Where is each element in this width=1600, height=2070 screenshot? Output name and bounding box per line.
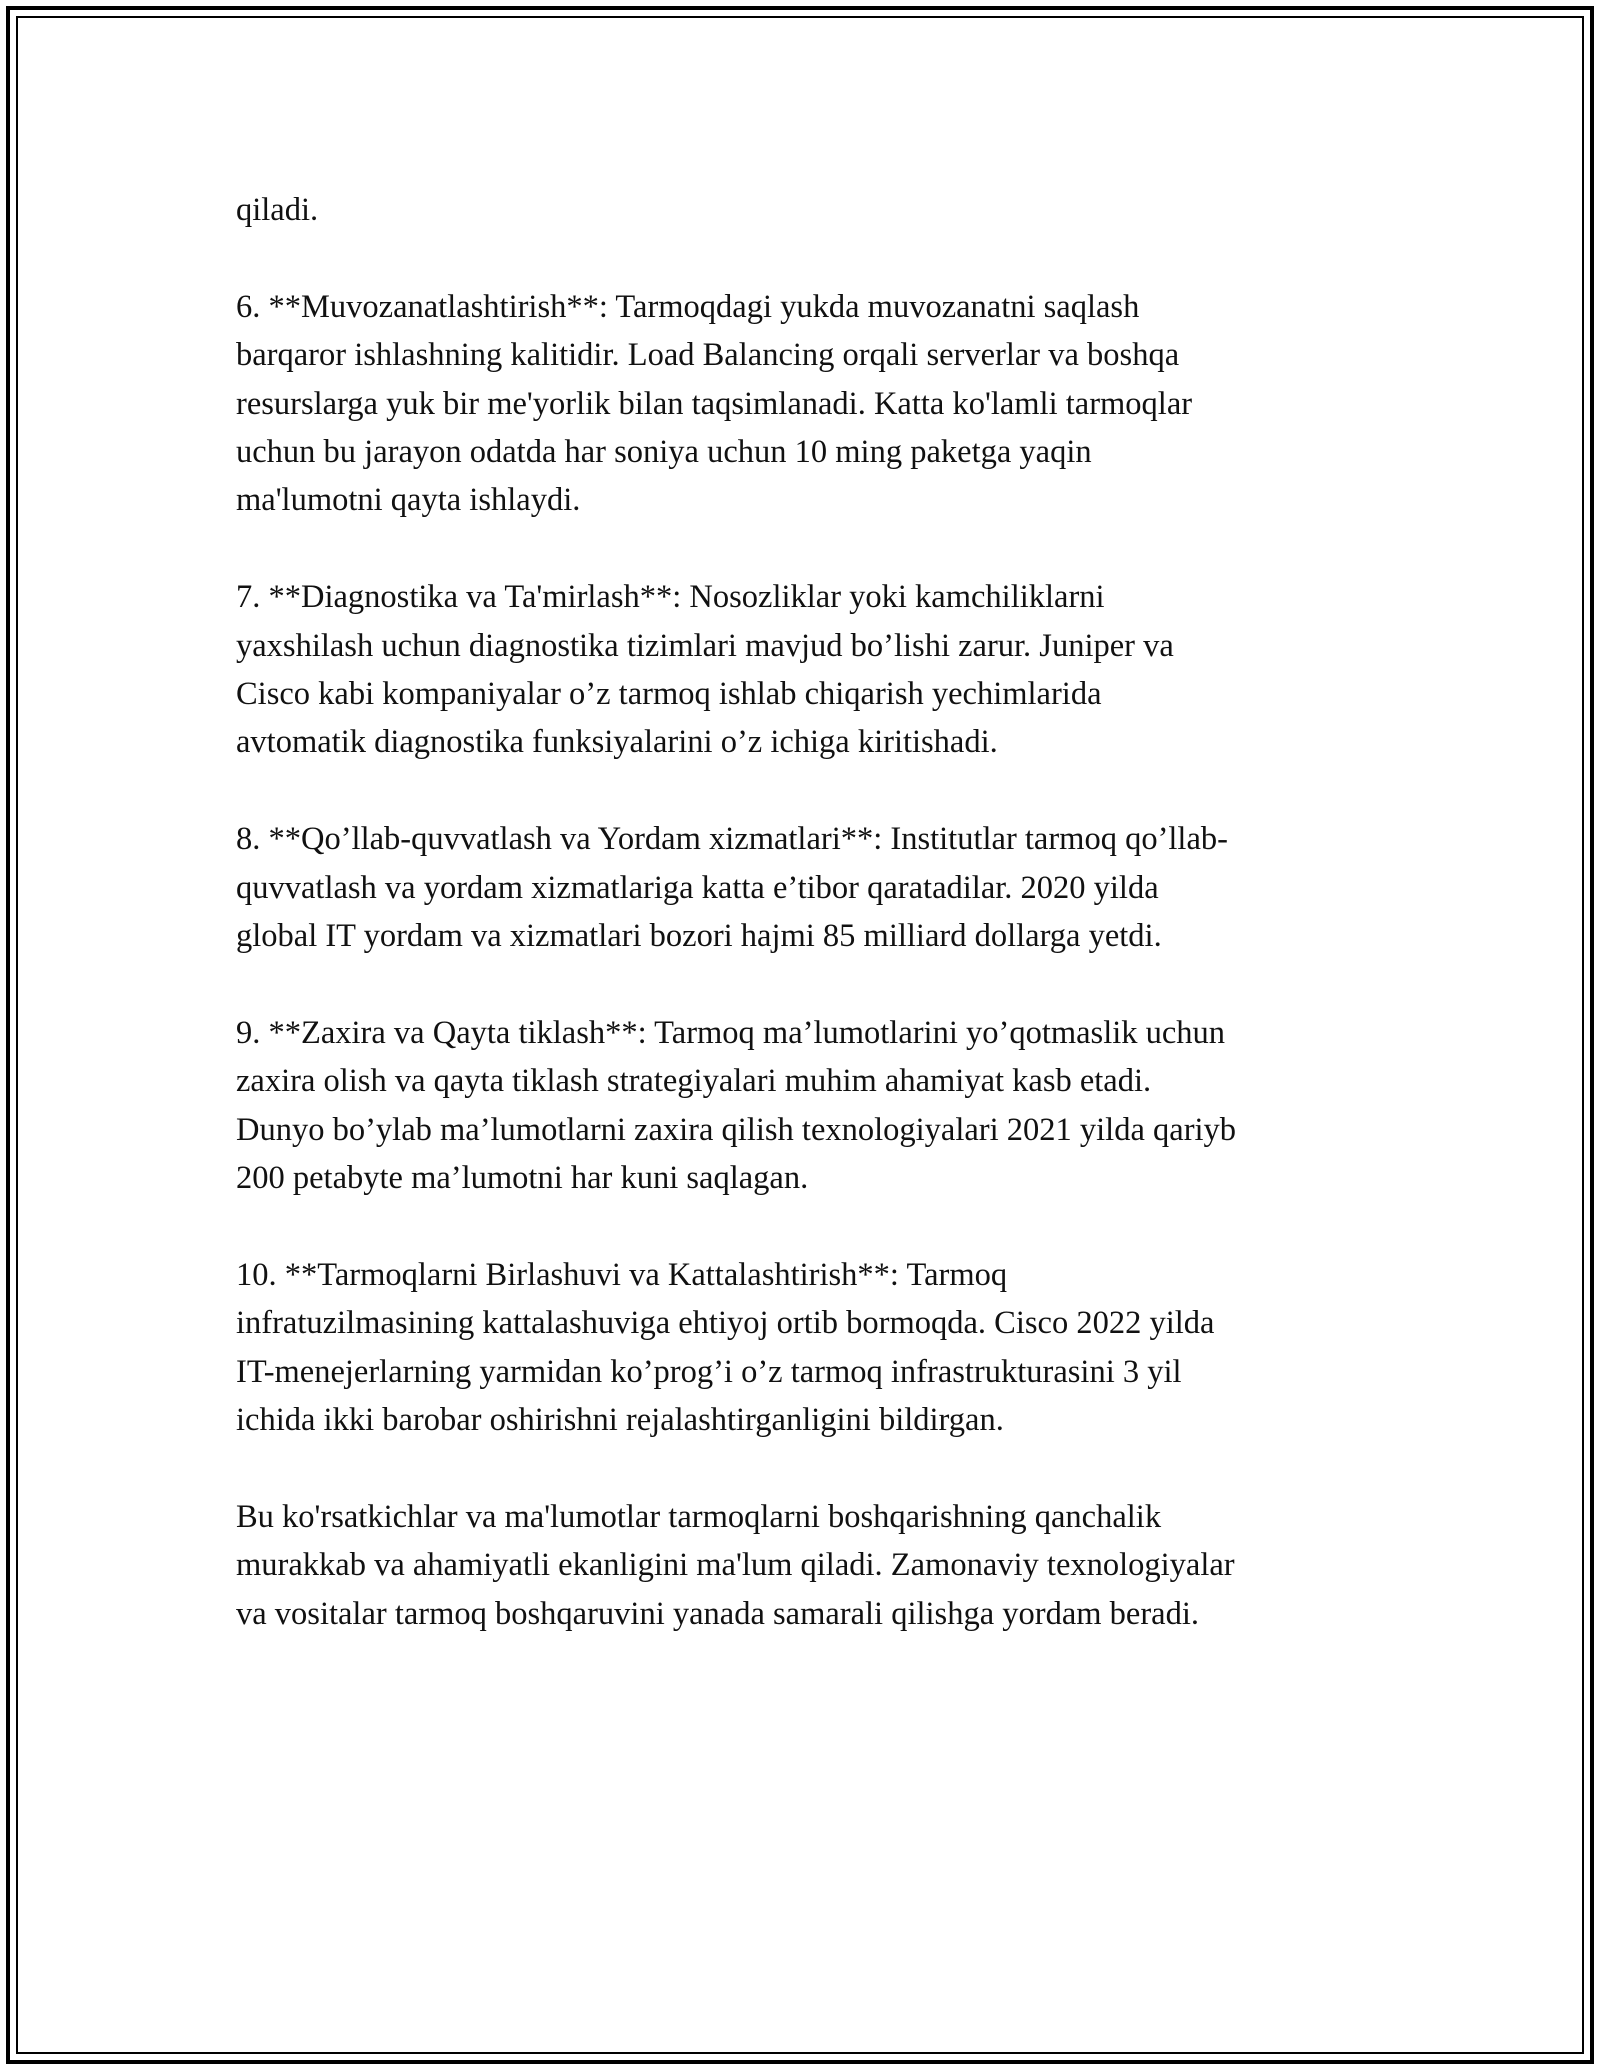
paragraph-conclusion: Bu ko'rsatkichlar va ma'lumotlar tarmoqlarni boshqarishning qanchalik murakkab va ahamiyatli ekanligini ma'lum qiladi. Zamonaviy texnologiyalar va vositalar tarmoq boshqaruvini yanada samarali qilishga yordam beradi. [236, 1498, 1235, 1632]
paragraph-item-9: 9. **Zaxira va Qayta tiklash**: Tarmoq ma’lumotlarini yo’qotmaslik uchun zaxira olish va qayta tiklash strategiyalari muhim ahamiyat kasb etadi. Dunyo bo’ylab ma’lumotlarni zaxira qilish texnologiyalari 2021 yilda qariyb 200 petabyte ma’lumotni har kuni saqlagan. [236, 1014, 1237, 1197]
paragraph-continuation: qiladi. [236, 192, 319, 228]
paragraph-item-7: 7. **Diagnostika va Ta'mirlash**: Nosozliklar yoki kamchiliklarni yaxshilash uchun diagnostika tizimlari mavjud bo’lishi zarur. Juniper va Cisco kabi kompaniyalar o’z tarmoq ishlab chiqarish yechimlarida avtomatik diagnostika funksiyalarini o’z ichiga kiritishadi. [236, 579, 1174, 761]
paragraph-item-10: 10. **Tarmoqlarni Birlashuvi va Kattalashtirish**: Tarmoq infratuzilmasining kattalashuviga ehtiyoj ortib bormoqda. Cisco 2022 yilda IT-menejerlarning yarmidan ko’prog’i o’z tarmoq infrastrukturasini 3 yil ichida ikki barobar oshirishni rejalashtirganligini bildirgan. [236, 1256, 1215, 1439]
paragraph-item-6: 6. **Muvozanatlashtirish**: Tarmoqdagi yukda muvozanatni saqlash barqaror ishlashning kalitidir. Load Balancing orqali serverlar va boshqa resurslarga yuk bir me'yorlik bilan taqsimlanadi. Katta ko'lamli tarmoqlar uchun bu jarayon odatda har soniya uchun 10 ming paketga yaqin ma'lumotni qayta ishlaydi. [236, 288, 1193, 519]
paragraph-item-8: 8. **Qo’llab-quvvatlash va Yordam xizmatlari**: Institutlar tarmoq qo’llab- quvvatlash va yordam xizmatlariga katta e’tibor qaratadilar. 2020 yilda global IT yordam va xizmatlari bozori hajmi 85 milliard dollarga yetdi. [236, 821, 1228, 955]
document-body [236, 186, 1366, 1686]
